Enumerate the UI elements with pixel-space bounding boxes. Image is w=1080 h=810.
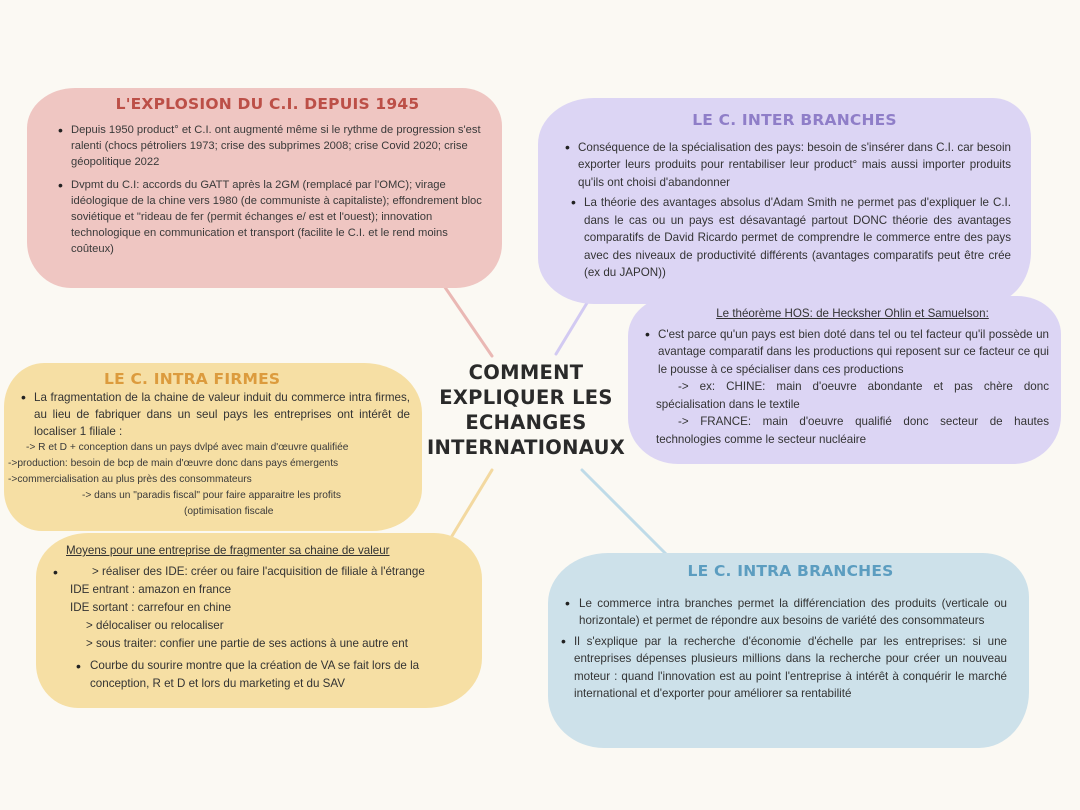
intra-firmes-item: • La fragmentation de la chaine de valeur induit du commerce intra firmes, au lieu de fabriquer dans un seul pays les entreprises ont intérêt de localiser 1 filiale : [34, 389, 410, 440]
hos-example-china: -> ex: CHINE: main d'oeuvre abondante et pas chère donc [678, 380, 1049, 393]
central-title-line: ECHANGES [465, 411, 587, 434]
intra-branches-item: • Le commerce intra branches permet la différenciation des produits (verticale ou horizontale) et permet de répondre aux besoins de variété des consommateurs [578, 595, 1007, 630]
connector-intrab [582, 470, 668, 556]
central-title [418, 360, 634, 460]
central-title-line: EXPLIQUER LES [439, 386, 613, 409]
connector-inter [556, 298, 590, 354]
hos-title: Le théorème HOS: de Hecksher Ohlin et Samuelson: [716, 307, 989, 320]
inter-branches-item: • Conséquence de la spécialisation des pays: besoin de s'insérer dans C.I. car besoin exporter leurs produits pour rentabiliser leur product° mais aussi importer produits qu'ils ont choisi d'abandonner [578, 139, 1011, 192]
intra-firmes-optimisation: (optimisation fiscale [184, 506, 274, 517]
intra-branches-title: LE C. INTRA BRANCHES [687, 562, 894, 580]
moyens-title: Moyens pour une entreprise de fragmenter sa chaine de valeur [66, 544, 390, 557]
intra-firmes-box [4, 363, 422, 531]
central-title-line: INTERNATIONAUX [426, 436, 626, 459]
intra-firmes-rd: -> R et D + conception dans un pays dvlpé avec main d'œuvre qualifiée [26, 442, 349, 453]
explosion-box [27, 88, 502, 288]
hos-example-france-cont: technologies comme le secteur nucléaire [656, 432, 867, 446]
intra-firmes-production: ->production: besoin de bcp de main d'œuvre donc dans pays émergents [8, 458, 339, 469]
hos-example-china-cont: spécialisation dans le textile [656, 397, 800, 411]
explosion-item: • Dvpmt du C.I: accords du GATT après la 2GM (remplacé par l'OMC); virage idéologique de la chine vers 1980 (de communiste à capitaliste); effondrement bloc soviétique et "rideau de fer (permit échanges e/ est et l'ouest); innovation technologique en communication et transport (facilite le C.I. et le rend moins coûteux) [71, 177, 484, 257]
hos-item: • C'est parce qu'un pays est bien doté dans tel ou tel facteur qu'il possède un avantage comparatif dans les productions qui reposent sur ce facteur ce qui le pousse à ce spécialiser dans ces productions [658, 326, 1049, 379]
intra-branches-box [548, 553, 1029, 748]
intra-firmes-paradis: -> dans un "paradis fiscal" pour faire apparaitre les profits [82, 490, 341, 501]
central-title-line: COMMENT [468, 361, 584, 384]
explosion-title: L'EXPLOSION DU C.I. DEPUIS 1945 [115, 95, 420, 113]
intra-branches-item: • Il s'explique par la recherche d'économie d'échelle par les entreprises: si une entreprises dépenses plusieurs millions dans la recherche pour créer un nouveau moteur : quand l'innovation est au point l'entreprise à intérêt à conquérir le marché international et d'exporter pour améliorer sa rentabilité [574, 633, 1007, 703]
inter-branches-title: LE C. INTER BRANCHES [692, 111, 897, 129]
moyens-courbe-sourire: • Courbe du sourire montre que la création de VA se fait lors de la conception, R et D et lors du marketing et du SAV [66, 657, 468, 693]
inter-branches-item: • La théorie des avantages absolus d'Adam Smith ne permet pas d'expliquer le C.I. dans le cas ou un pays est désavantagé partout DONC théorie des avantages comparatifs de David Ricardo permet de comprendre le commerce entre des pays avec des niveaux de productivité différents (avantages comparatifs peut être crée (ex du JAPON)) [584, 194, 1011, 282]
hos-box [628, 296, 1061, 464]
hos-example-france: -> FRANCE: main d'oeuvre qualifié donc secteur de hautes [678, 415, 1049, 428]
moyens-delocaliser: > délocaliser ou relocaliser [86, 619, 224, 632]
moyens-ide-sortant: IDE sortant : carrefour en chine [70, 601, 232, 614]
inter-branches-box [538, 98, 1031, 304]
moyens-ide-entrant: IDE entrant : amazon en france [70, 583, 232, 596]
intra-firmes-commercialisation: ->commercialisation au plus près des consommateurs [8, 474, 252, 485]
moyens-ide: • > réaliser des IDE: créer ou faire l'acquisition de filiale à l'étrange [66, 563, 468, 581]
moyens-box [36, 533, 482, 708]
explosion-item: • Depuis 1950 product° et C.I. ont augmenté même si le rythme de progression s'est ralenti (chocs pétroliers 1973; crise des subprimes 2008; crise Covid 2020; crise géopolitique 2022 [71, 122, 484, 170]
moyens-sous-traiter: > sous traiter: confier une partie de ses actions à une autre ent [86, 637, 408, 650]
intra-firmes-title: LE C. INTRA FIRMES [104, 370, 281, 388]
connector-firmes [452, 470, 492, 536]
connector-explosion [440, 280, 492, 356]
